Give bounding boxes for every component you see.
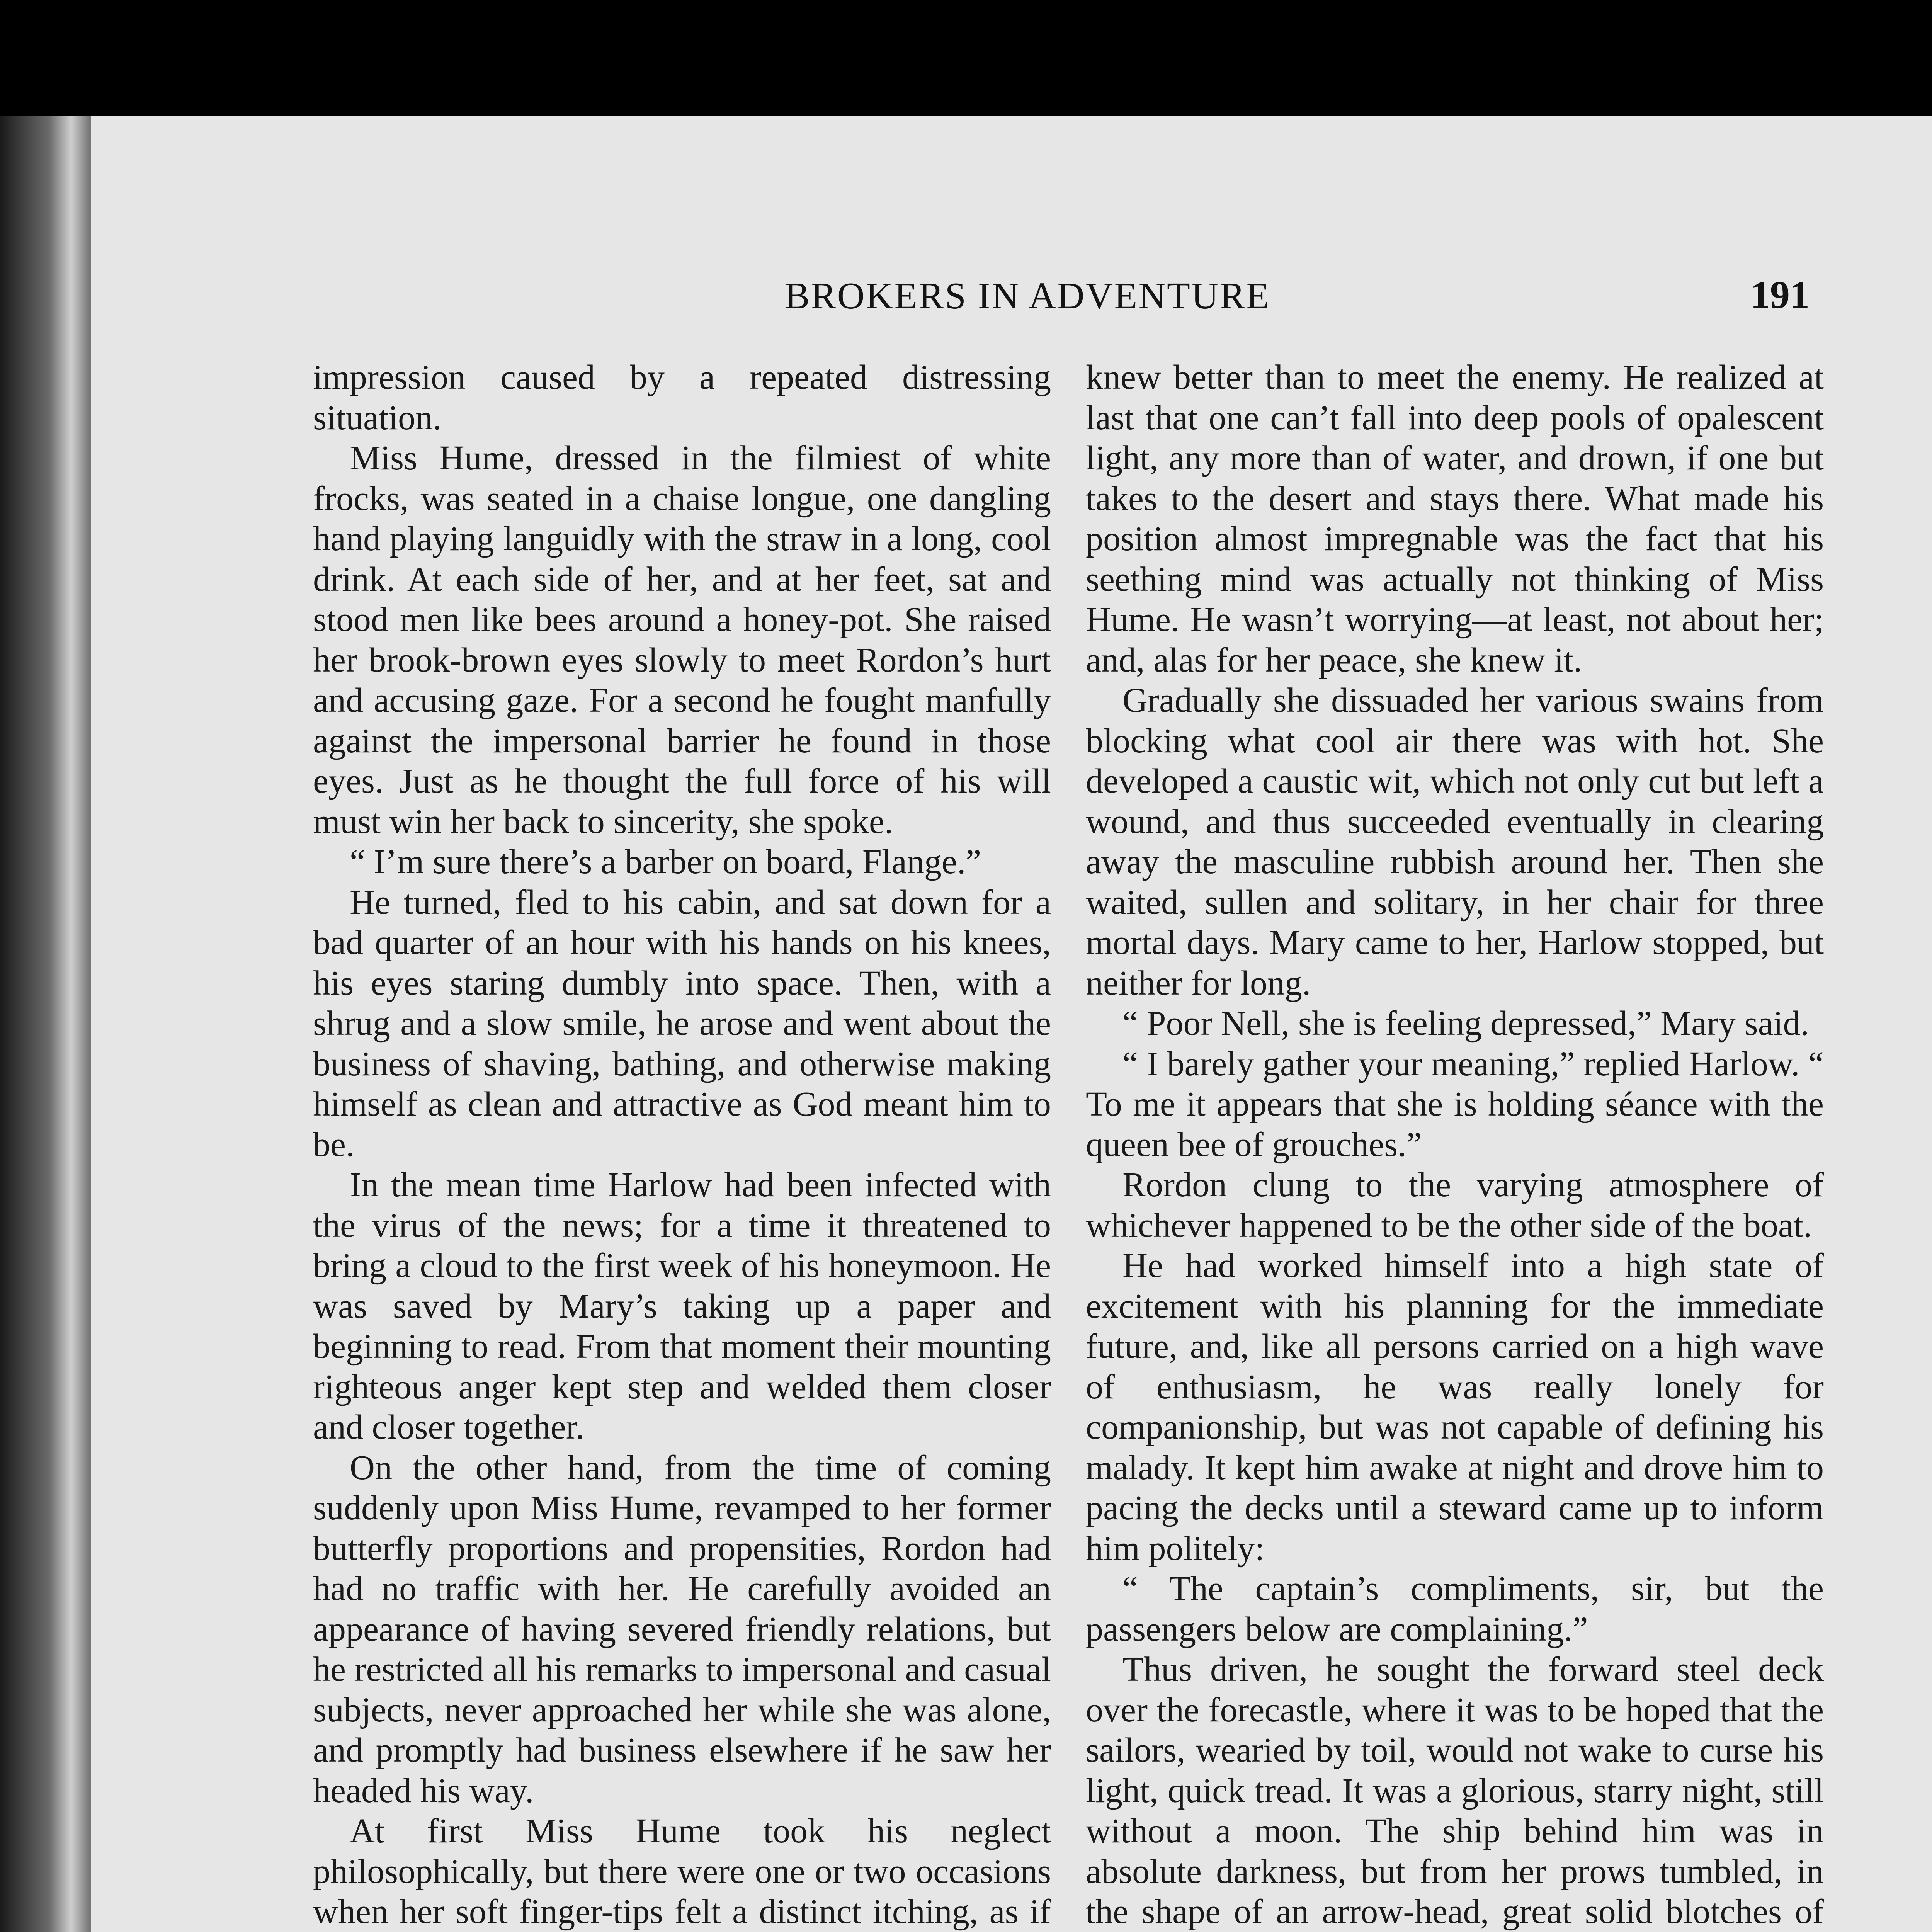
paragraph: He turned, fled to his cabin, and sat down for a bad quarter of an hour with his hands on his knees, his eyes staring dumbly into space. Then, with a shrug and a slow smile, he arose and went about the business of shaving, bathing, and otherwise making himself as clean and attractive as God meant him to be. [313,883,1051,1164]
running-head: BROKERS IN ADVENTURE [784,275,1270,317]
paragraph: On the other hand, from the time of coming suddenly upon Miss Hume, revamped to her former butterfly proportions and propensities, Rordon had had no traffic with her. He carefully avoided an appearance of having severed friendly relations, but he restricted all his remarks to impersonal and casual subjects, never approached her while she was alone, and promptly had business elsewhere if he saw her headed his way. [313,1448,1051,1810]
paragraph: At first Miss Hume took his neglect philosophically, but there were one or two occasions when her soft finger-tips felt a distinct itching, as if [313,1812,1051,1931]
paragraph: “ Poor Nell, she is feeling depressed,” Mary said. [1122,1004,1810,1043]
paragraph: impression caused by a repeated distressing situation. [313,358,1051,437]
page-number: 191 [1750,273,1810,317]
paragraph: “ I barely gather your meaning,” replied Harlow. “ To me it appears that she is holding séance with the queen bee of grouches.” [1086,1044,1824,1164]
paragraph: Rordon clung to the varying atmosphere of whichever happened to be the other side of the boat. [1086,1166,1824,1245]
right-column [1086,357,1824,1932]
paragraph: “ I’m sure there’s a barber on board, Flange.” [350,843,981,881]
paragraph: Gradually she dissuaded her various swains from blocking what cool air there was with hot. She developed a caustic wit, which not only cut but left a wound, and thus succeeded eventually in clearing away the masculine rubbish around her. Then she waited, sullen and solitary, in her chair for three mortal days. Mary came to her, Harlow stopped, but neither for long. [1086,681,1824,1002]
paragraph: In the mean time Harlow had been infected with the virus of the news; for a time it threatened to bring a cloud to the first week of his honeymoon. He was saved by Mary’s taking up a paper and beginning to read. From that moment their mounting righteous anger kept step and welded them closer and closer together. [313,1166,1051,1446]
paragraph: Thus driven, he sought the forward steel deck over the forecastle, where it was to be hoped that the sailors, wearied by toil, would not wake to curse his light, quick tread. It was a glorious, starry night, still without a moon. The ship behind him was in absolute darkness, but from her prows tumbled, in the shape of an arrow-head, great solid blotches of [1086,1650,1824,1931]
paragraph: “ The captain’s compliments, sir, but the passengers below are complaining.” [1086,1570,1824,1648]
paragraph: He had worked himself into a high state of excitement with his planning for the immediate future, and, like all persons carried on a high wave of enthusiasm, he was really lonely for companionship, but was not capable of defining his malady. It kept him awake at night and drove him to pacing the decks until a steward came up to inform him politely: [1086,1247,1824,1568]
facing-page-edge [0,116,89,1932]
paragraph: Miss Hume, dressed in the filmiest of white frocks, was seated in a chaise longue, one dangling hand playing languidly with the straw in a long, cool drink. At each side of her, and at her feet, sat and stood men like bees around a honey-pot. She raised her brook-brown eyes slowly to meet Rordon’s hurt and accusing gaze. For a second he fought manfully against the impersonal barrier he found in those eyes. Just as he thought the full force of his will must win her back to sincerity, she spoke. [313,439,1051,841]
scan-top-border [0,0,1932,128]
left-column [313,357,1051,1932]
paragraph: knew better than to meet the enemy. He realized at last that one can’t fall into deep pools of opalescent light, any more than of water, and drown, if one but takes to the desert and stays there. What made his position almost impregnable was the fact that his seething mind was actually not thinking of Miss Hume. He wasn’t worrying—at least, not about her; and, alas for her peace, she knew it. [1086,358,1824,679]
